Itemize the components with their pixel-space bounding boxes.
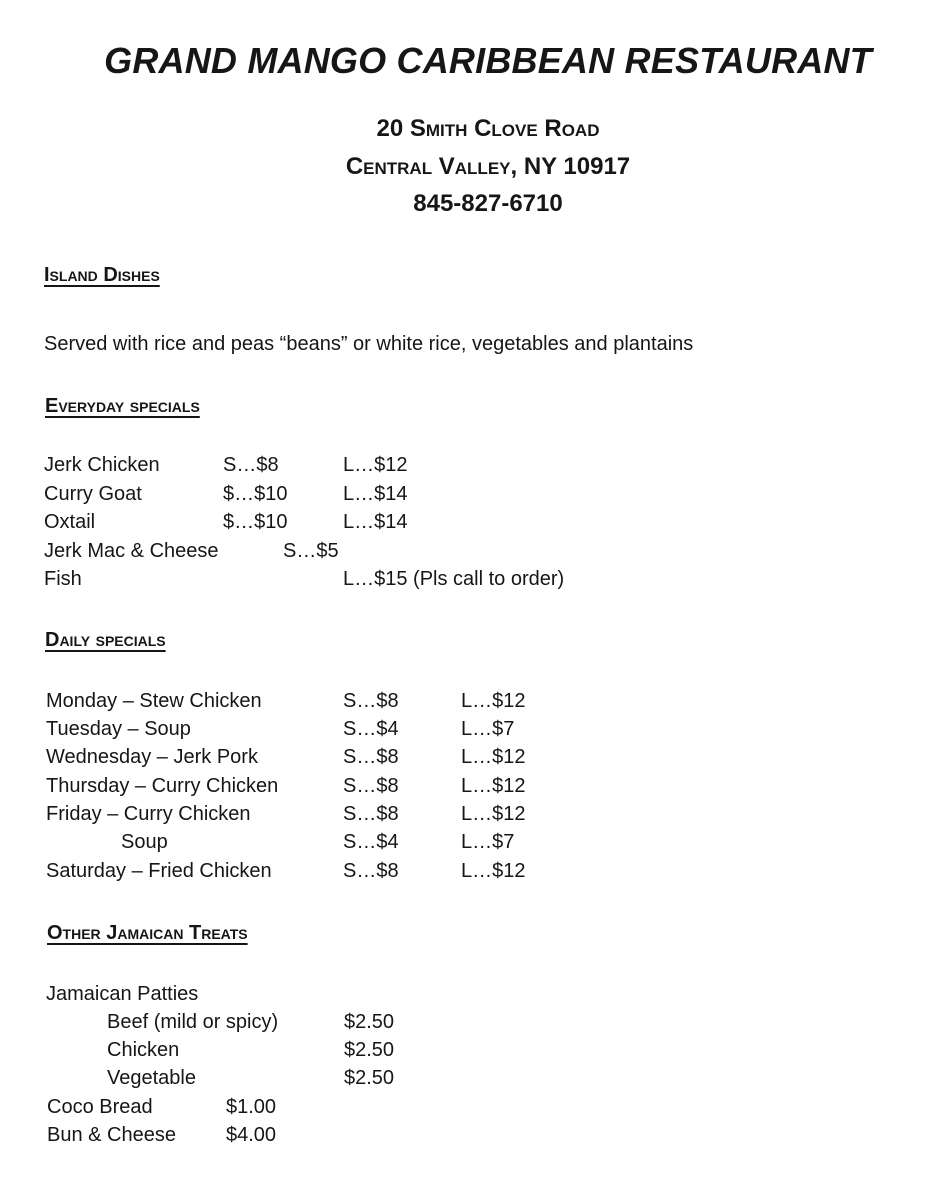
- island-dishes-note: Served with rice and peas “beans” or white rice, vegetables and plantains: [44, 333, 694, 355]
- treat-price: $1.00: [226, 1096, 277, 1118]
- small-price: S…$8: [223, 454, 279, 476]
- menu-item-name: Fish: [44, 568, 82, 590]
- small-price: S…$8: [343, 860, 399, 882]
- menu-item-name: Oxtail: [44, 511, 96, 533]
- patty-name: Beef (mild or spicy): [107, 1011, 279, 1033]
- small-price: S…$8: [343, 803, 399, 825]
- small-price: S…$8: [343, 690, 399, 712]
- menu-item-name: Monday – Stew Chicken: [46, 690, 262, 712]
- menu-item-name: Saturday – Fried Chicken: [46, 860, 272, 882]
- everyday-specials-heading: Everyday specials: [45, 395, 200, 417]
- other-treats-heading: Other Jamaican Treats: [47, 922, 248, 944]
- large-price: L…$12: [461, 775, 526, 797]
- treat-name: Coco Bread: [47, 1096, 153, 1118]
- small-price: S…$5: [283, 540, 339, 562]
- small-price: $…$10: [223, 511, 288, 533]
- daily-specials-heading: Daily specials: [45, 629, 166, 651]
- patty-price: $2.50: [344, 1039, 395, 1061]
- phone-number: 845-827-6710: [413, 190, 563, 217]
- large-price: L…$12: [343, 454, 408, 476]
- treat-price: $4.00: [226, 1124, 277, 1146]
- large-price: L…$7: [461, 718, 515, 740]
- menu-item-name: Jerk Mac & Cheese: [44, 540, 219, 562]
- large-price: L…$14: [343, 483, 408, 505]
- small-price: S…$8: [343, 775, 399, 797]
- small-price: S…$4: [343, 831, 399, 853]
- menu-item-name: Tuesday – Soup: [46, 718, 191, 740]
- street-address: 20 Smith Clove Road: [376, 115, 600, 142]
- menu-item-name: Friday – Curry Chicken: [46, 803, 251, 825]
- menu-item-name: Jerk Chicken: [44, 454, 160, 476]
- restaurant-title: GRAND MANGO CARIBBEAN RESTAURANT: [104, 40, 872, 81]
- large-price: L…$12: [461, 860, 526, 882]
- small-price: S…$8: [343, 746, 399, 768]
- patty-price: $2.50: [344, 1067, 395, 1089]
- city-state-zip: Central Valley, NY 10917: [345, 153, 631, 180]
- large-price: L…$12: [461, 746, 526, 768]
- small-price: $…$10: [223, 483, 288, 505]
- large-price: L…$12: [461, 690, 526, 712]
- patty-name: Chicken: [107, 1039, 180, 1061]
- treat-name: Bun & Cheese: [47, 1124, 176, 1146]
- patty-price: $2.50: [344, 1011, 395, 1033]
- patties-label: Jamaican Patties: [46, 983, 199, 1005]
- menu-item-name: Curry Goat: [44, 483, 142, 505]
- large-price: L…$14: [343, 511, 408, 533]
- large-price: L…$7: [461, 831, 515, 853]
- menu-item-name: Wednesday – Jerk Pork: [46, 746, 258, 768]
- menu-item-name: Thursday – Curry Chicken: [46, 775, 279, 797]
- island-dishes-heading: Island Dishes: [44, 264, 160, 286]
- small-price: S…$4: [343, 718, 399, 740]
- patty-name: Vegetable: [107, 1067, 196, 1089]
- menu-item-name: Soup: [121, 831, 168, 853]
- large-price: L…$15 (Pls call to order): [343, 568, 565, 590]
- large-price: L…$12: [461, 803, 526, 825]
